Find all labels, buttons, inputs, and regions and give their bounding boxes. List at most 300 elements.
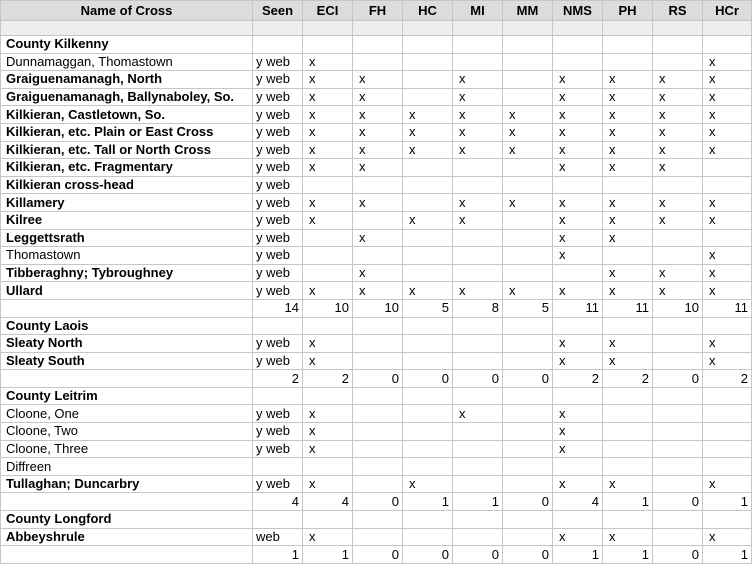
empty-cell[interactable] [603,458,653,476]
column-header[interactable]: HC [403,1,453,21]
empty-cell[interactable] [403,229,453,247]
mark-cell[interactable]: x [403,123,453,141]
column-header[interactable]: PH [603,1,653,21]
empty-cell[interactable] [403,53,453,71]
total-cell[interactable]: 4 [303,493,353,511]
mark-cell[interactable]: x [553,475,603,493]
mark-cell[interactable]: x [303,194,353,212]
seen-cell[interactable]: y web [253,229,303,247]
mark-cell[interactable]: x [603,106,653,124]
empty-cell[interactable] [653,475,703,493]
table-row[interactable] [1,458,752,476]
total-cell[interactable]: 10 [303,299,353,317]
county-name[interactable]: County Leitrim [1,387,253,405]
empty-cell[interactable] [603,176,653,194]
column-header[interactable]: Seen [253,1,303,21]
total-cell[interactable]: 1 [703,493,752,511]
empty-cell[interactable] [353,528,403,546]
empty-cell[interactable] [453,247,503,265]
mark-cell[interactable]: x [653,141,703,159]
column-header[interactable]: ECI [303,1,353,21]
empty-cell[interactable] [453,53,503,71]
total-cell[interactable]: 1 [603,493,653,511]
total-cell[interactable]: 11 [553,299,603,317]
cross-name[interactable]: Kilkieran, etc. Tall or North Cross [1,141,253,159]
mark-cell[interactable]: x [353,194,403,212]
mark-cell[interactable]: x [303,352,353,370]
mark-cell[interactable]: x [303,123,353,141]
empty-cell[interactable] [403,71,453,89]
empty-cell[interactable] [453,352,503,370]
empty-cell[interactable] [453,159,503,177]
mark-cell[interactable]: x [553,123,603,141]
mark-cell[interactable]: x [603,211,653,229]
total-cell[interactable]: 2 [553,370,603,388]
empty-cell[interactable] [603,53,653,71]
mark-cell[interactable]: x [553,282,603,300]
empty-cell[interactable] [353,405,403,423]
mark-cell[interactable]: x [553,141,603,159]
mark-cell[interactable]: x [653,123,703,141]
seen-cell[interactable]: y web [253,194,303,212]
seen-cell[interactable]: y web [253,88,303,106]
seen-cell[interactable]: y web [253,141,303,159]
table-row[interactable] [1,528,752,546]
total-cell[interactable]: 14 [253,299,303,317]
empty-cell[interactable] [503,247,553,265]
column-header[interactable]: RS [653,1,703,21]
seen-cell[interactable]: y web [253,106,303,124]
empty-cell[interactable] [503,528,553,546]
mark-cell[interactable]: x [653,88,703,106]
cross-name[interactable]: Ullard [1,282,253,300]
mark-cell[interactable]: x [703,71,752,89]
empty-cell[interactable] [703,229,752,247]
cross-name[interactable]: Kilree [1,211,253,229]
county-name[interactable]: County Kilkenny [1,36,253,54]
empty-cell[interactable] [453,528,503,546]
cross-name[interactable]: Graiguenamanagh, Ballynaboley, So. [1,88,253,106]
total-cell[interactable]: 1 [403,493,453,511]
cross-name[interactable]: Dunnamaggan, Thomastown [1,53,253,71]
empty-cell[interactable] [703,440,752,458]
mark-cell[interactable]: x [703,352,752,370]
empty-cell[interactable] [603,440,653,458]
mark-cell[interactable]: x [503,141,553,159]
empty-cell[interactable] [503,71,553,89]
empty-cell[interactable] [653,458,703,476]
empty-cell[interactable] [353,475,403,493]
mark-cell[interactable]: x [353,282,403,300]
mark-cell[interactable]: x [703,123,752,141]
empty-cell[interactable] [403,352,453,370]
cross-name[interactable]: Abbeyshrule [1,528,253,546]
empty-cell[interactable] [703,159,752,177]
seen-cell[interactable]: y web [253,352,303,370]
cross-name[interactable]: Cloone, Two [1,423,253,441]
mark-cell[interactable]: x [553,440,603,458]
empty-cell[interactable] [403,405,453,423]
mark-cell[interactable]: x [553,352,603,370]
empty-cell[interactable] [653,247,703,265]
total-cell[interactable]: 10 [653,299,703,317]
empty-cell[interactable] [553,458,603,476]
mark-cell[interactable]: x [353,141,403,159]
empty-cell[interactable] [653,335,703,353]
mark-cell[interactable]: x [703,247,752,265]
empty-cell[interactable] [353,53,403,71]
mark-cell[interactable]: x [403,475,453,493]
mark-cell[interactable]: x [303,528,353,546]
table-row[interactable] [1,211,752,229]
mark-cell[interactable]: x [603,71,653,89]
mark-cell[interactable]: x [303,53,353,71]
mark-cell[interactable]: x [553,159,603,177]
table-row[interactable] [1,53,752,71]
mark-cell[interactable]: x [453,194,503,212]
total-cell[interactable]: 11 [703,299,752,317]
empty-cell[interactable] [553,264,603,282]
column-header[interactable]: FH [353,1,403,21]
mark-cell[interactable]: x [553,335,603,353]
empty-cell[interactable] [403,247,453,265]
mark-cell[interactable]: x [703,106,752,124]
seen-cell[interactable]: y web [253,247,303,265]
table-row[interactable] [1,229,752,247]
seen-cell[interactable]: y web [253,53,303,71]
mark-cell[interactable]: x [353,123,403,141]
mark-cell[interactable]: x [353,106,403,124]
seen-cell[interactable] [253,458,303,476]
empty-cell[interactable] [703,176,752,194]
cross-name[interactable]: Kilkieran, Castletown, So. [1,106,253,124]
empty-cell[interactable] [503,352,553,370]
seen-cell[interactable]: y web [253,264,303,282]
mark-cell[interactable]: x [703,528,752,546]
empty-cell[interactable] [503,440,553,458]
seen-cell[interactable]: y web [253,159,303,177]
mark-cell[interactable]: x [703,211,752,229]
mark-cell[interactable]: x [403,141,453,159]
cross-name[interactable]: Tullaghan; Duncarbry [1,475,253,493]
mark-cell[interactable]: x [603,159,653,177]
empty-cell[interactable] [353,458,403,476]
empty-cell[interactable] [503,176,553,194]
empty-cell[interactable] [453,458,503,476]
mark-cell[interactable]: x [453,211,503,229]
empty-cell[interactable] [403,528,453,546]
table-row[interactable] [1,405,752,423]
cross-name[interactable]: Tibberaghny; Tybroughney [1,264,253,282]
total-cell[interactable]: 4 [553,493,603,511]
mark-cell[interactable]: x [553,423,603,441]
mark-cell[interactable]: x [303,335,353,353]
empty-cell[interactable] [503,405,553,423]
total-cell[interactable]: 0 [503,370,553,388]
empty-cell[interactable] [403,264,453,282]
mark-cell[interactable]: x [303,71,353,89]
total-cell[interactable]: 1 [703,546,752,564]
mark-cell[interactable]: x [653,106,703,124]
cross-name[interactable]: Cloone, One [1,405,253,423]
mark-cell[interactable]: x [453,282,503,300]
seen-cell[interactable]: y web [253,71,303,89]
empty-cell[interactable] [453,176,503,194]
empty-cell[interactable] [653,440,703,458]
total-cell[interactable]: 0 [353,546,403,564]
mark-cell[interactable]: x [453,405,503,423]
total-cell[interactable]: 5 [403,299,453,317]
total-cell[interactable]: 2 [703,370,752,388]
column-header[interactable]: Name of Cross [1,1,253,21]
total-cell[interactable]: 1 [453,493,503,511]
mark-cell[interactable]: x [553,247,603,265]
total-cell[interactable]: 1 [303,546,353,564]
mark-cell[interactable]: x [603,335,653,353]
seen-cell[interactable]: y web [253,123,303,141]
mark-cell[interactable]: x [403,106,453,124]
empty-cell[interactable] [503,53,553,71]
empty-cell[interactable] [303,264,353,282]
mark-cell[interactable]: x [653,159,703,177]
mark-cell[interactable]: x [303,88,353,106]
empty-cell[interactable] [703,423,752,441]
empty-cell[interactable] [503,335,553,353]
mark-cell[interactable]: x [703,141,752,159]
empty-cell[interactable] [703,458,752,476]
seen-cell[interactable]: y web [253,475,303,493]
empty-cell[interactable] [303,247,353,265]
total-cell[interactable]: 0 [503,546,553,564]
table-row[interactable] [1,247,752,265]
total-cell[interactable]: 0 [653,546,703,564]
mark-cell[interactable]: x [653,282,703,300]
mark-cell[interactable]: x [703,53,752,71]
mark-cell[interactable]: x [553,528,603,546]
total-cell[interactable]: 0 [353,370,403,388]
empty-cell[interactable] [353,335,403,353]
mark-cell[interactable]: x [353,88,403,106]
total-cell[interactable]: 2 [603,370,653,388]
empty-cell[interactable] [653,229,703,247]
table-row[interactable] [1,194,752,212]
total-cell[interactable]: 10 [353,299,403,317]
mark-cell[interactable]: x [553,106,603,124]
empty-cell[interactable] [503,159,553,177]
column-header[interactable]: MM [503,1,553,21]
empty-cell[interactable] [403,176,453,194]
empty-cell[interactable] [303,229,353,247]
total-cell[interactable]: 0 [503,493,553,511]
mark-cell[interactable]: x [653,71,703,89]
county-name[interactable]: County Longford [1,511,253,529]
mark-cell[interactable]: x [603,282,653,300]
mark-cell[interactable]: x [603,528,653,546]
mark-cell[interactable]: x [453,106,503,124]
table-row[interactable] [1,352,752,370]
table-row[interactable] [1,440,752,458]
table-row[interactable] [1,141,752,159]
cross-name[interactable]: Sleaty North [1,335,253,353]
cross-name[interactable]: Cloone, Three [1,440,253,458]
mark-cell[interactable]: x [603,123,653,141]
empty-cell[interactable] [503,211,553,229]
mark-cell[interactable]: x [453,88,503,106]
total-cell[interactable]: 1 [253,546,303,564]
mark-cell[interactable]: x [303,440,353,458]
empty-cell[interactable] [453,335,503,353]
empty-cell[interactable] [553,176,603,194]
table-row[interactable] [1,123,752,141]
cross-name[interactable]: Kilkieran, etc. Fragmentary [1,159,253,177]
empty-cell[interactable] [653,528,703,546]
seen-cell[interactable]: y web [253,405,303,423]
mark-cell[interactable]: x [303,159,353,177]
mark-cell[interactable]: x [603,194,653,212]
empty-cell[interactable] [353,440,403,458]
mark-cell[interactable]: x [503,106,553,124]
table-row[interactable] [1,106,752,124]
mark-cell[interactable]: x [703,194,752,212]
table-row[interactable] [1,282,752,300]
total-cell[interactable]: 4 [253,493,303,511]
mark-cell[interactable]: x [453,123,503,141]
empty-cell[interactable] [653,176,703,194]
mark-cell[interactable]: x [303,423,353,441]
empty-cell[interactable] [403,458,453,476]
mark-cell[interactable]: x [603,88,653,106]
empty-cell[interactable] [453,423,503,441]
total-cell[interactable]: 11 [603,299,653,317]
empty-cell[interactable] [653,423,703,441]
seen-cell[interactable]: y web [253,176,303,194]
mark-cell[interactable]: x [453,71,503,89]
total-cell[interactable]: 0 [653,493,703,511]
seen-cell[interactable]: y web [253,423,303,441]
empty-cell[interactable] [403,335,453,353]
mark-cell[interactable]: x [353,159,403,177]
empty-cell[interactable] [453,229,503,247]
empty-cell[interactable] [403,159,453,177]
empty-cell[interactable] [603,247,653,265]
mark-cell[interactable]: x [553,194,603,212]
mark-cell[interactable]: x [303,211,353,229]
empty-cell[interactable] [453,440,503,458]
empty-cell[interactable] [453,475,503,493]
table-row[interactable] [1,176,752,194]
total-cell[interactable]: 0 [353,493,403,511]
empty-cell[interactable] [303,458,353,476]
mark-cell[interactable]: x [303,475,353,493]
mark-cell[interactable]: x [603,229,653,247]
empty-cell[interactable] [653,405,703,423]
empty-cell[interactable] [503,475,553,493]
mark-cell[interactable]: x [503,194,553,212]
empty-cell[interactable] [503,458,553,476]
seen-cell[interactable]: y web [253,282,303,300]
mark-cell[interactable]: x [653,194,703,212]
column-header[interactable]: NMS [553,1,603,21]
seen-cell[interactable]: y web [253,335,303,353]
mark-cell[interactable]: x [503,282,553,300]
total-cell[interactable]: 5 [503,299,553,317]
table-row[interactable] [1,423,752,441]
cross-name[interactable]: Kilkieran cross-head [1,176,253,194]
total-cell[interactable]: 1 [603,546,653,564]
cross-name[interactable]: Killamery [1,194,253,212]
cross-name[interactable]: Graiguenamanagh, North [1,71,253,89]
mark-cell[interactable]: x [703,264,752,282]
cross-name[interactable]: Leggettsrath [1,229,253,247]
mark-cell[interactable]: x [553,88,603,106]
empty-cell[interactable] [453,264,503,282]
mark-cell[interactable]: x [403,282,453,300]
mark-cell[interactable]: x [503,123,553,141]
mark-cell[interactable]: x [303,106,353,124]
empty-cell[interactable] [403,423,453,441]
mark-cell[interactable]: x [603,264,653,282]
total-cell[interactable]: 2 [253,370,303,388]
cross-name[interactable]: Kilkieran, etc. Plain or East Cross [1,123,253,141]
empty-cell[interactable] [503,264,553,282]
cross-name[interactable]: Sleaty South [1,352,253,370]
total-cell[interactable]: 0 [453,546,503,564]
mark-cell[interactable]: x [703,282,752,300]
empty-cell[interactable] [703,405,752,423]
mark-cell[interactable]: x [603,141,653,159]
empty-cell[interactable] [603,423,653,441]
mark-cell[interactable]: x [553,71,603,89]
empty-cell[interactable] [353,247,403,265]
total-cell[interactable]: 0 [653,370,703,388]
column-header[interactable]: MI [453,1,503,21]
empty-cell[interactable] [353,211,403,229]
total-cell[interactable]: 1 [553,546,603,564]
empty-cell[interactable] [403,440,453,458]
mark-cell[interactable]: x [603,475,653,493]
county-name[interactable]: County Laois [1,317,253,335]
mark-cell[interactable]: x [603,352,653,370]
column-header[interactable]: HCr [703,1,752,21]
empty-cell[interactable] [353,352,403,370]
mark-cell[interactable]: x [703,335,752,353]
empty-cell[interactable] [503,423,553,441]
mark-cell[interactable]: x [353,71,403,89]
table-row[interactable] [1,159,752,177]
total-cell[interactable]: 0 [453,370,503,388]
mark-cell[interactable]: x [353,264,403,282]
mark-cell[interactable]: x [553,211,603,229]
empty-cell[interactable] [653,352,703,370]
empty-cell[interactable] [603,405,653,423]
mark-cell[interactable]: x [653,264,703,282]
empty-cell[interactable] [553,53,603,71]
mark-cell[interactable]: x [403,211,453,229]
empty-cell[interactable] [403,194,453,212]
table-row[interactable] [1,264,752,282]
empty-cell[interactable] [353,423,403,441]
mark-cell[interactable]: x [303,141,353,159]
mark-cell[interactable]: x [653,211,703,229]
empty-cell[interactable] [503,88,553,106]
seen-cell[interactable]: y web [253,211,303,229]
empty-cell[interactable] [403,88,453,106]
mark-cell[interactable]: x [303,282,353,300]
cross-name[interactable]: Thomastown [1,247,253,265]
seen-cell[interactable]: web [253,528,303,546]
empty-cell[interactable] [353,176,403,194]
mark-cell[interactable]: x [553,405,603,423]
